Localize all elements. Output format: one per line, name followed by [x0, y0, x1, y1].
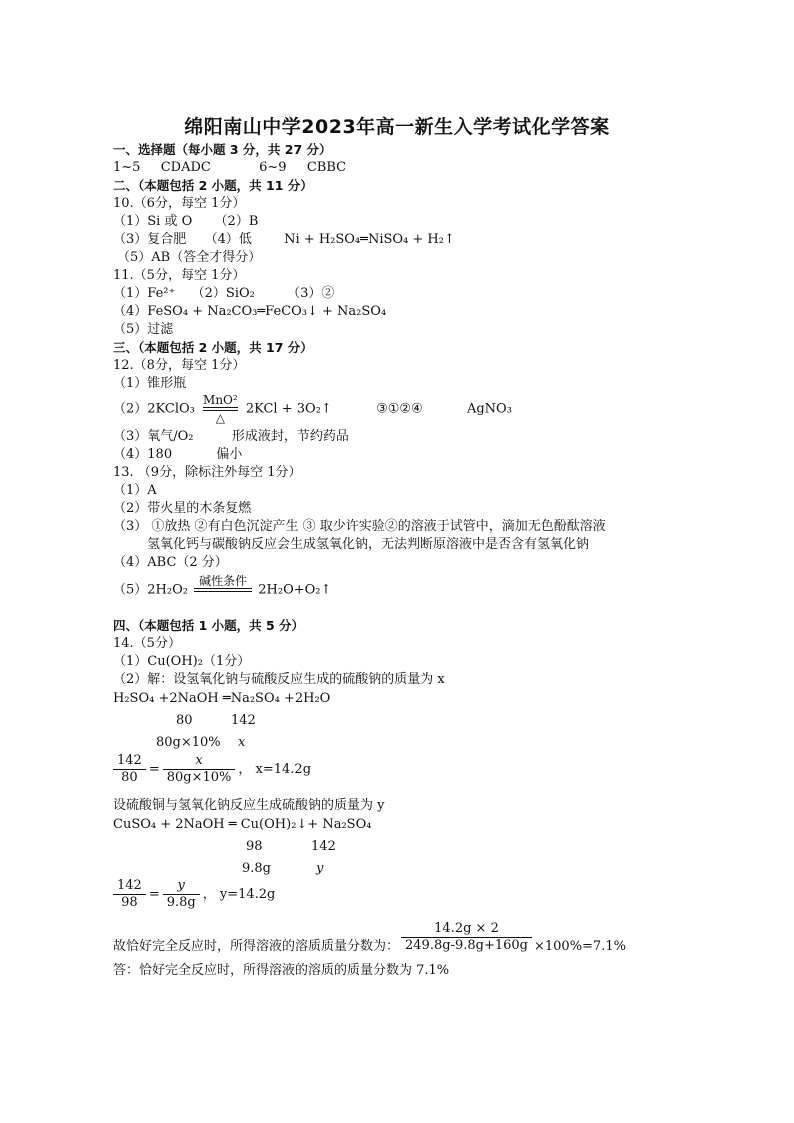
ratio-1-left: $\frac{142}{80}$ [113, 753, 146, 786]
condition-label: 碱性条件 [199, 574, 248, 588]
q10-a3: （3）复合肥 [113, 232, 187, 247]
section-4-header: 四、（本题包括 1 小题，共 5 分） [113, 618, 305, 633]
q14-p2: 设硫酸铜与氢氧化钠反应生成硫酸钠的质量为 y [113, 798, 385, 813]
mc-answer-2: CBBC [306, 160, 347, 175]
result-y: ， y=14.2g [202, 887, 276, 902]
section-1-header: 一、选择题（每小题 3 分，共 27 分） [113, 142, 332, 157]
result-x: ， x=14.2g [238, 762, 312, 777]
q11-a1: （1）Fe²⁺ [113, 286, 176, 301]
page-title: 绵阳南山中学2023年高一新生入学考试化学答案 [184, 116, 610, 138]
q13-a3: （3） ①放热 ②有白色沉淀产生 ③ 取少许实验②的溶液于试管中，滴加无色酚酞溶液 [113, 519, 606, 534]
final-fraction: $\frac{14.2g \times 2}{249.8g-9.8g+160g}$ [401, 921, 532, 954]
q11-a3: （3）② [287, 286, 335, 301]
q11-a2: （2）SiO₂ [191, 286, 255, 301]
final-calculation [113, 921, 626, 956]
q12-a4-b: 偏小 [216, 447, 243, 462]
equation-1: H₂SO₄ +2NaOH ═Na₂SO₄ +2H₂O [113, 691, 331, 706]
mc-answer-1: CDADC [160, 160, 211, 175]
q13-a1: （1）A [113, 483, 157, 498]
ratio-2-left: $\frac{142}{98}$ [113, 878, 146, 911]
q13-a5-product: 2H₂O+O₂↑ [258, 582, 332, 598]
catalyst-label: MnO² [203, 393, 238, 407]
q14-a2: （2）解：设氢氧化钠与硫酸反应生成的硫酸钠的质量为 x [113, 672, 445, 687]
q13-a5-reactant: （5）2H₂O₂ [113, 582, 188, 598]
q12-line-3 [113, 428, 349, 446]
reaction-condition [203, 393, 238, 425]
ratio-2-right: $\frac{y}{9.8g}$ [163, 878, 200, 911]
eq1-molar-mass-2: 142 [231, 713, 256, 728]
mc-range-2: 6~9 [259, 160, 287, 175]
q12-a1: （1）锥形瓶 [113, 376, 187, 391]
eq2-molar-mass-2: 142 [311, 839, 336, 854]
mc-range-1: 1~5 [113, 160, 141, 175]
q12-a2-product: 2KCl + 3O₂↑ [245, 401, 332, 417]
q12-line-4 [113, 446, 242, 464]
q10-a1: （1）Si 或 O [113, 214, 193, 229]
q13-a3-continued: 氢氧化钙与碳酸钠反应会生成氢氧化钠，无法判断原溶液中是否含有氢氧化钠 [147, 537, 590, 552]
equation-2: CuSO₄ + 2NaOH ═ Cu(OH)₂↓+ Na₂SO₄ [113, 817, 372, 832]
q13-head: 13. （9分，除标注外每空 1分） [113, 465, 302, 480]
final-suffix: ×100%=7.1% [533, 939, 626, 954]
eq1-value-2: x [238, 735, 246, 750]
section-3-header: 三、（本题包括 2 小题，共 17 分） [113, 340, 313, 355]
final-answer: 答：恰好完全反应时，所得溶液的溶质的质量分数为 7.1% [113, 963, 450, 978]
q14-a1: （1）Cu(OH)₂（1分） [113, 654, 251, 669]
q12-a2-reactant: （2）2KClO₃ [113, 401, 195, 417]
q14-head: 14.（5分） [113, 636, 181, 651]
q10-a5: （5）AB（答全才得分） [117, 250, 262, 265]
eq1-value-1: 80g×10% [156, 735, 221, 750]
heat-symbol: △ [215, 411, 225, 425]
mc-answers [113, 159, 346, 177]
q12-a3-b: 形成液封，节约药品 [231, 429, 349, 444]
q10-equation: Ni + H₂SO₄═NiSO₄ + H₂↑ [284, 232, 455, 247]
q10-a4: （4）低 [204, 232, 252, 247]
q12-head: 12.（8分，每空 1分） [113, 358, 246, 373]
q13-line-5 [113, 574, 331, 606]
ratio-2: $\frac{142}{98}$ = $\frac{y}{9.8g}$ ， y=14.2g [113, 878, 275, 911]
q11-a4: （4）FeSO₄ + Na₂CO₃═FeCO₃↓ + Na₂SO₄ [113, 304, 387, 319]
q12-a3: （3）氧气/O₂ [113, 429, 194, 444]
q13-a4: （4）ABC（2 分） [113, 555, 228, 570]
q10-line-2 [113, 231, 455, 249]
final-prefix: 故恰好完全反应时，所得溶液的溶质质量分数为： [113, 939, 400, 954]
eq1-molar-mass-1: 80 [176, 713, 193, 728]
ratio-1-right: $\frac{x}{80g\times 10\%}$ [163, 753, 236, 786]
q12-a2-reagent: AgNO₃ [466, 401, 512, 417]
eq2-value-2: y [316, 861, 324, 876]
q11-line-1 [113, 285, 334, 303]
q13-a2: （2）带火星的木条复燃 [113, 501, 252, 516]
ratio-1: $\frac{142}{80}$ = $\frac{x}{80g\times 10\%}$ ， x=14.2g [113, 753, 311, 786]
q10-head: 10.（6分，每空 1分） [113, 196, 246, 211]
eq2-value-1: 9.8g [242, 861, 271, 876]
q11-head: 11.（5分，每空 1分） [113, 268, 246, 283]
q10-line-1 [113, 213, 258, 231]
reaction-condition-2 [194, 574, 252, 606]
q11-a5: （5）过滤 [113, 322, 174, 337]
q12-line-2 [113, 393, 512, 425]
q12-a4: （4）180 [113, 447, 173, 462]
q12-a2-order: ③①②④ [376, 401, 423, 417]
q10-a2: （2）B [214, 214, 259, 229]
eq2-molar-mass-1: 98 [246, 839, 263, 854]
section-2-header: 二、（本题包括 2 小题，共 11 分） [113, 178, 313, 193]
